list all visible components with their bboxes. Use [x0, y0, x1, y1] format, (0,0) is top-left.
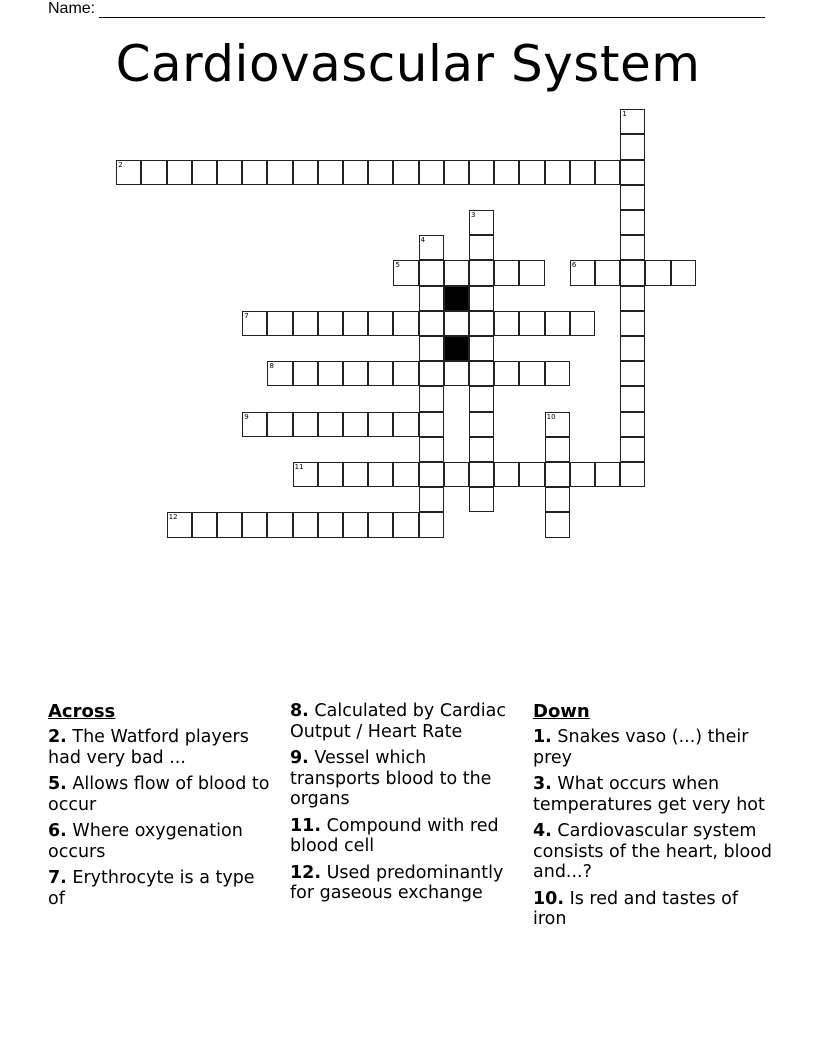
grid-cell[interactable]: [116, 160, 141, 185]
clue-text: Where oxygenation occurs: [48, 821, 243, 862]
clue-number: 9.: [290, 748, 309, 768]
clue-text: The Watford players had very bad ...: [48, 727, 249, 768]
clue-text: What occurs when temperatures get very hot: [533, 774, 765, 815]
grid-cell[interactable]: [620, 361, 645, 386]
grid-cell[interactable]: [519, 462, 544, 487]
grid-cell[interactable]: [167, 512, 192, 537]
grid-cell[interactable]: [494, 160, 519, 185]
grid-cell[interactable]: [318, 361, 343, 386]
grid-cell[interactable]: [620, 109, 645, 134]
grid-cell[interactable]: [545, 437, 570, 462]
grid-cell[interactable]: [419, 437, 444, 462]
grid-cell[interactable]: [343, 160, 368, 185]
grid-cell[interactable]: [293, 361, 318, 386]
grid-cell[interactable]: [242, 160, 267, 185]
grid-cell[interactable]: [267, 311, 292, 336]
clue-number: 11.: [290, 815, 322, 836]
clue-text: Calculated by Cardiac Output / Heart Rate: [290, 701, 506, 742]
black-cell: [444, 336, 469, 361]
grid-cell[interactable]: [570, 311, 595, 336]
across-heading: Across: [48, 701, 116, 722]
grid-cell[interactable]: [620, 462, 645, 487]
clue-number: 8: [269, 362, 274, 371]
grid-cell[interactable]: [595, 160, 620, 185]
grid-cell[interactable]: [242, 412, 267, 437]
grid-cell[interactable]: [318, 311, 343, 336]
clue-number: 12.: [290, 862, 322, 883]
grid-cell[interactable]: [293, 160, 318, 185]
clue-number: 9: [244, 412, 249, 421]
clue-across-8: [290, 701, 520, 742]
clue-across-9: [290, 748, 520, 810]
grid-cell[interactable]: [620, 437, 645, 462]
grid-cell[interactable]: [393, 512, 418, 537]
grid-cell[interactable]: [620, 260, 645, 285]
grid-cell[interactable]: [570, 260, 595, 285]
grid-cell[interactable]: [620, 286, 645, 311]
grid-cell[interactable]: [519, 311, 544, 336]
grid-cell[interactable]: [545, 412, 570, 437]
grid-cell[interactable]: [545, 361, 570, 386]
grid-cell[interactable]: [545, 487, 570, 512]
grid-cell[interactable]: [419, 286, 444, 311]
clue-number: 10.: [533, 888, 565, 909]
grid-cell[interactable]: [419, 260, 444, 285]
grid-cell[interactable]: [192, 512, 217, 537]
grid-cell[interactable]: [393, 412, 418, 437]
clue-text: Cardiovascular system consists of the heart, blood and...?: [533, 821, 773, 882]
grid-cell[interactable]: [671, 260, 696, 285]
grid-cell[interactable]: [620, 386, 645, 411]
grid-cell[interactable]: [469, 235, 494, 260]
grid-cell[interactable]: [343, 412, 368, 437]
grid-cell[interactable]: [267, 361, 292, 386]
grid-cell[interactable]: [620, 235, 645, 260]
grid-cell[interactable]: [469, 286, 494, 311]
clue-text: Snakes vaso (...) their prey: [533, 727, 749, 768]
grid-cell[interactable]: [469, 260, 494, 285]
grid-cell[interactable]: [343, 311, 368, 336]
down-heading: Down: [533, 701, 590, 722]
grid-cell[interactable]: [469, 412, 494, 437]
grid-cell[interactable]: [444, 462, 469, 487]
grid-cell[interactable]: [293, 462, 318, 487]
grid-cell[interactable]: [318, 512, 343, 537]
grid-cell[interactable]: [368, 311, 393, 336]
across-clues-column-1: [48, 701, 276, 915]
grid-cell[interactable]: [469, 336, 494, 361]
grid-cell[interactable]: [368, 462, 393, 487]
grid-cell[interactable]: [645, 260, 670, 285]
clue-text: Allows flow of blood to occur: [48, 774, 270, 815]
grid-cell[interactable]: [368, 160, 393, 185]
grid-cell[interactable]: [545, 160, 570, 185]
grid-cell[interactable]: [242, 311, 267, 336]
grid-cell[interactable]: [469, 311, 494, 336]
grid-cell[interactable]: [595, 462, 620, 487]
grid-cell[interactable]: [469, 160, 494, 185]
grid-cell[interactable]: [419, 412, 444, 437]
grid-cell[interactable]: [620, 311, 645, 336]
grid-cell[interactable]: [620, 134, 645, 159]
grid-cell[interactable]: [167, 160, 192, 185]
clue-down-1: [533, 727, 773, 768]
grid-cell[interactable]: [318, 412, 343, 437]
grid-cell[interactable]: [267, 512, 292, 537]
grid-cell[interactable]: [368, 512, 393, 537]
grid-cell[interactable]: [293, 412, 318, 437]
clue-text: Compound with red blood cell: [290, 815, 499, 856]
black-cell: [444, 286, 469, 311]
clue-text: Vessel which transports blood to the organs: [290, 748, 492, 809]
grid-cell[interactable]: [469, 462, 494, 487]
name-label: Name:: [48, 0, 96, 17]
grid-cell[interactable]: [368, 361, 393, 386]
grid-cell[interactable]: [343, 462, 368, 487]
grid-cell[interactable]: [141, 160, 166, 185]
grid-cell[interactable]: [444, 311, 469, 336]
grid-cell[interactable]: [419, 235, 444, 260]
grid-cell[interactable]: [419, 386, 444, 411]
clue-number: 8.: [290, 701, 309, 721]
grid-cell[interactable]: [293, 512, 318, 537]
grid-cell[interactable]: [519, 160, 544, 185]
grid-cell[interactable]: [419, 311, 444, 336]
grid-cell[interactable]: [469, 361, 494, 386]
clue-number: 3.: [533, 774, 552, 794]
grid-cell[interactable]: [419, 361, 444, 386]
clue-across-5: [48, 774, 276, 815]
clue-number: 5.: [48, 774, 67, 794]
grid-cell[interactable]: [419, 487, 444, 512]
grid-cell[interactable]: [620, 336, 645, 361]
grid-cell[interactable]: [469, 386, 494, 411]
grid-cell[interactable]: [620, 185, 645, 210]
grid-cell[interactable]: [267, 160, 292, 185]
grid-cell[interactable]: [419, 160, 444, 185]
grid-cell[interactable]: [545, 311, 570, 336]
clue-number: 10: [546, 412, 556, 421]
clue-across-11: [290, 816, 520, 857]
clue-text: Used predominantly for gaseous exchange: [290, 862, 504, 903]
clue-across-12: [290, 863, 520, 904]
grid-cell[interactable]: [318, 160, 343, 185]
grid-cell[interactable]: [267, 412, 292, 437]
grid-cell[interactable]: [419, 336, 444, 361]
grid-cell[interactable]: [620, 412, 645, 437]
grid-cell[interactable]: [343, 512, 368, 537]
grid-cell[interactable]: [217, 512, 242, 537]
grid-cell[interactable]: [469, 210, 494, 235]
grid-cell[interactable]: [469, 437, 494, 462]
grid-cell[interactable]: [393, 462, 418, 487]
clue-number: 7: [244, 311, 249, 320]
clue-down-4: [533, 821, 773, 883]
page-title: Cardiovascular System: [115, 35, 701, 93]
clue-number: 11: [294, 463, 304, 472]
grid-cell[interactable]: [192, 160, 217, 185]
grid-cell[interactable]: [620, 210, 645, 235]
grid-cell[interactable]: [494, 462, 519, 487]
clue-number: 2: [118, 160, 123, 169]
clue-number: 3: [471, 211, 476, 220]
clue-down-3: [533, 774, 773, 815]
grid-cell[interactable]: [494, 311, 519, 336]
clue-across-2: [48, 727, 276, 768]
clue-number: 2.: [48, 727, 67, 747]
clue-across-6: [48, 821, 276, 862]
clue-number: 6.: [48, 821, 67, 841]
grid-cell[interactable]: [444, 160, 469, 185]
down-clues-column: [533, 701, 773, 936]
grid-cell[interactable]: [393, 260, 418, 285]
grid-cell[interactable]: [469, 487, 494, 512]
grid-cell[interactable]: [444, 260, 469, 285]
clue-down-10: [533, 889, 773, 930]
grid-cell[interactable]: [242, 512, 267, 537]
grid-cell[interactable]: [494, 260, 519, 285]
clue-number: 4: [420, 236, 426, 245]
grid-cell[interactable]: [570, 462, 595, 487]
clue-number: 1: [622, 110, 627, 119]
clue-number: 1.: [533, 727, 552, 747]
clue-number: 6: [571, 261, 577, 270]
grid-cell[interactable]: [293, 311, 318, 336]
grid-cell[interactable]: [368, 412, 393, 437]
grid-cell[interactable]: [343, 361, 368, 386]
grid-cell[interactable]: [419, 462, 444, 487]
clue-across-7: [48, 868, 276, 909]
clue-text: Is red and tastes of iron: [533, 888, 739, 929]
grid-cell[interactable]: [519, 361, 544, 386]
clue-number: 7.: [48, 868, 67, 888]
across-clues-column-2: [290, 701, 520, 910]
clue-number: 4.: [533, 821, 552, 841]
grid-cell[interactable]: [393, 311, 418, 336]
grid-cell[interactable]: [393, 160, 418, 185]
grid-cell[interactable]: [570, 160, 595, 185]
clue-number: 5: [395, 261, 400, 270]
grid-cell[interactable]: [519, 260, 544, 285]
grid-cell[interactable]: [494, 361, 519, 386]
grid-cell[interactable]: [318, 462, 343, 487]
clue-number: 12: [168, 513, 178, 522]
grid-cell[interactable]: [444, 361, 469, 386]
grid-cell[interactable]: [620, 160, 645, 185]
grid-cell[interactable]: [595, 260, 620, 285]
clue-text: Erythrocyte is a type of: [48, 868, 255, 909]
grid-cell[interactable]: [545, 512, 570, 537]
grid-cell[interactable]: [393, 361, 418, 386]
grid-cell[interactable]: [419, 512, 444, 537]
grid-cell[interactable]: [217, 160, 242, 185]
grid-cell[interactable]: [545, 462, 570, 487]
